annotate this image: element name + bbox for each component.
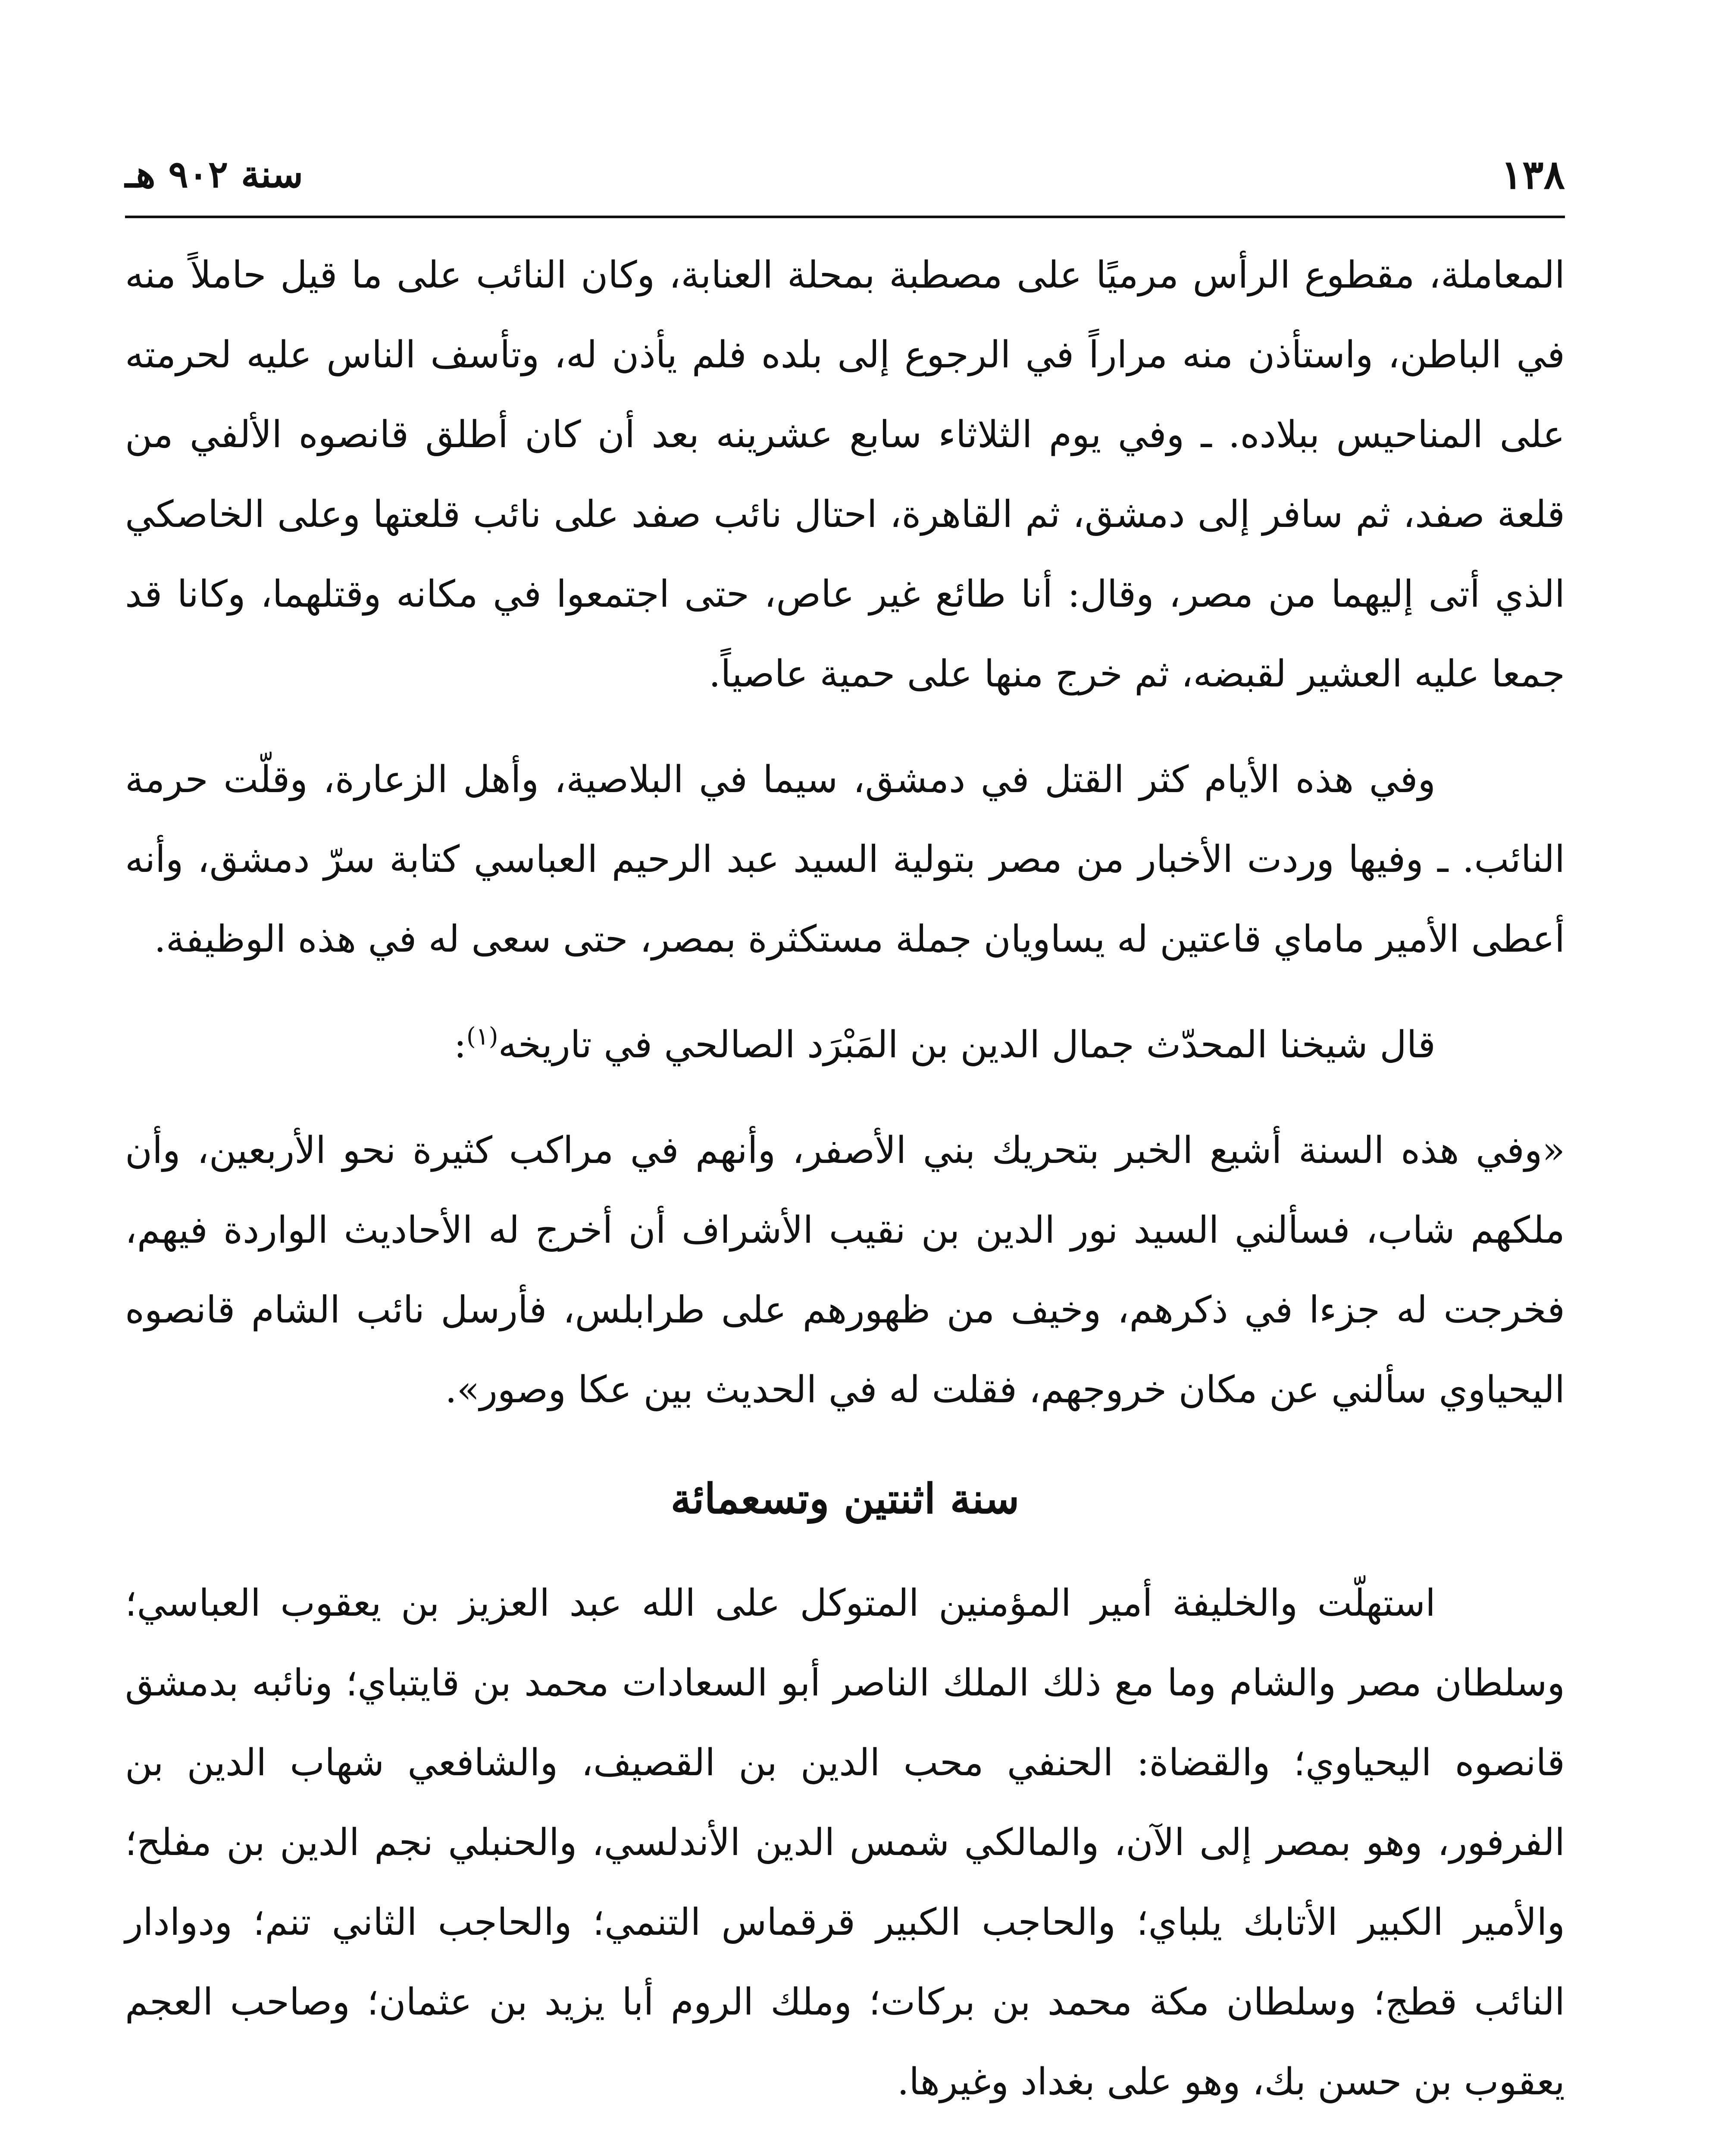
- footnote-reference: (١): [466, 1022, 498, 1051]
- quote-intro: [125, 1005, 1565, 1085]
- page-number: ١٣٨: [1501, 151, 1565, 198]
- paragraph: وفي هذه الأيام كثر القتل في دمشق، سيما في البلاصية، وأهل الزعارة، وقلّت حرمة النائب. ـ وفيها وردت الأخبار من مصر بتولية السيد عبد الرحيم العباسي كتابة سرّ دمشق، وأنه أعطى الأمير ماماي قاعتين له يساويان جملة مستكثرة بمصر، حتى سعى له في هذه الوظيفة.: [125, 758, 1565, 961]
- section-title: سنة اثنتين وتسعمائة: [670, 1474, 1020, 1523]
- running-header: [125, 142, 1565, 218]
- paragraph: المعاملة، مقطوع الرأس مرميًا على مصطبة بمحلة العنابة، وكان النائب على ما قيل حاملاً منه في الباطن، واستأذن منه مراراً في الرجوع إلى بلده فلم يأذن له، وتأسف الناس عليه لحرمته على المناحيس ببلاده. ـ وفي يوم الثلاثاء سابع عشرينه بعد أن كان أطلق قانصوه الألفي من قلعة صفد، ثم سافر إلى دمشق، ثم القاهرة، احتال نائب صفد على نائب قلعتها وعلى الخاصكي الذي أتى إليهما من مصر، وقال: أنا طائع غير عاص، حتى اجتمعوا في مكانه وقتلهما، وكانا قد جمعا عليه العشير لقبضه، ثم خرج منها على حمية عاصياً.: [125, 254, 1565, 696]
- paragraph: [125, 2148, 1565, 2156]
- quoted-passage: «وفي هذه السنة أشيع الخبر بتحريك بني الأصفر، وأنهم في مراكب كثيرة نحو الأربعين، وأن ملكهم شاب، فسألني السيد نور الدين بن نقيب الأشراف أن أخرج له الأحاديث الواردة فيهم، فخرجت له جزءا في ذكرهم، وخيف من ظهورهم على طرابلس، فأرسل نائب الشام قانصوه اليحياوي سألني عن مكان خروجهم، فقلت له في الحديث بين عكا وصور».: [125, 1129, 1565, 1411]
- book-page: [125, 142, 1565, 2156]
- header-year-title: سنة ٩٠٢ هـ: [125, 153, 304, 196]
- paragraph: استهلّت والخليفة أمير المؤمنين المتوكل على الله عبد العزيز بن يعقوب العباسي؛ وسلطان مصر والشام وما مع ذلك الملك الناصر أبو السعادات محمد بن قايتباي؛ ونائبه بدمشق قانصوه اليحياوي؛ والقضاة: الحنفي محب الدين بن القصيف، والشافعي شهاب الدين بن الفرفور، وهو بمصر إلى الآن، والمالكي شمس الدين الأندلسي، والحنبلي نجم الدين بن مفلح؛ والأمير الكبير الأتابك يلباي؛ والحاجب الكبير قرقماس التنمي؛ والحاجب الثاني تنم؛ ودوادار النائب قطج؛ وسلطان مكة محمد بن بركات؛ وملك الروم أبا يزيد بن عثمان؛ وصاحب العجم يعقوب بن حسن بك، وهو على بغداد وغيرها.: [125, 1582, 1565, 2103]
- body-text: [125, 235, 1565, 2156]
- quote-intro-colon: :: [454, 1023, 466, 1066]
- quote-intro-text: قال شيخنا المحدّث جمال الدين بن المَبْرَد الصالحي في تاريخه: [498, 1023, 1436, 1066]
